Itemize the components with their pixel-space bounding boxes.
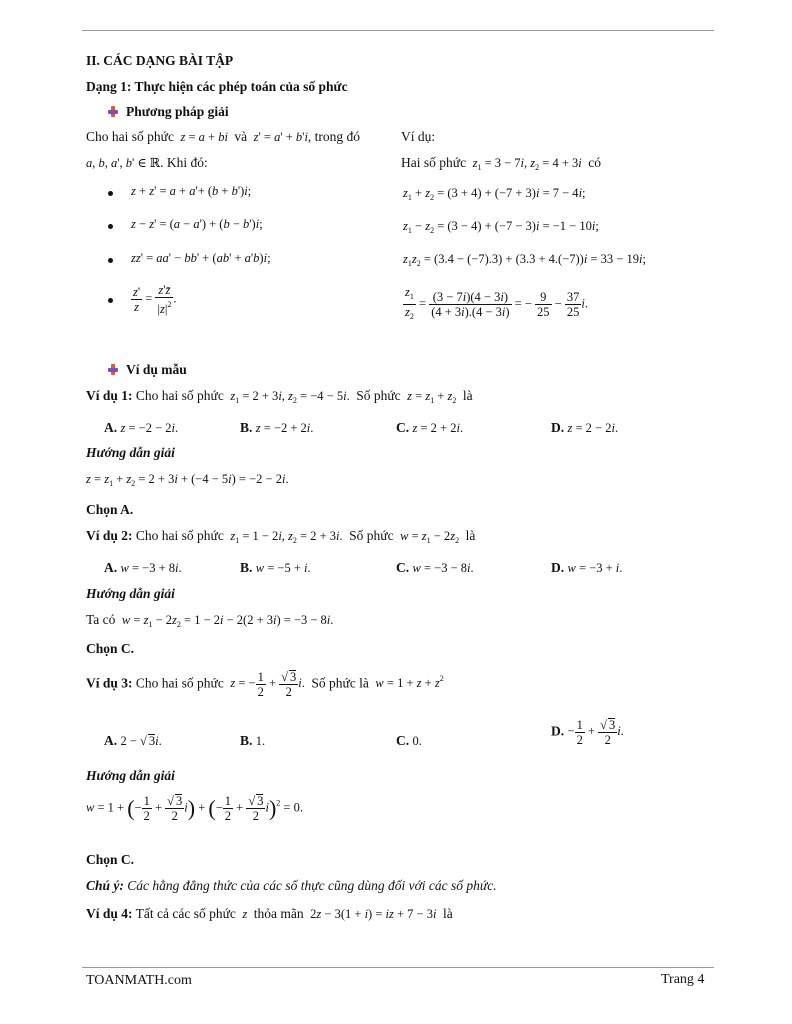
example-product: $z_1z_2 = (3.4 - (-7).3) + (3.3 + 4.(-7))i = 33 - 19i$; [403,252,646,268]
example-2-question: Ví dụ 2: Cho hai số phức $z_1 = 1 - 2i$, $z_2 = 2 + 3i$. Số phức $w = z_1 - 2z_2$ là [86,528,476,545]
option-letter: A. [104,560,118,575]
example-2-text2: Số phức [349,528,394,543]
option-letter: C. [396,420,410,435]
note-text: Các hằng đẳng thức của các số thực cũng dùng đối với các số phức. [127,878,497,893]
example-3-question: Ví dụ 3: Cho hai số phức z = − $\frac{1}{2}$ + $\frac{√ 3}{2}$ i. Số phức là $w = 1 + z + z^2$ [86,670,444,699]
bullet [108,191,113,196]
intro-line-1: Cho hai số phức z = a + bi và z' = a' + b'i, trong đó [86,129,361,144]
header-rule [82,30,714,31]
example-2-taco: Ta có [86,612,116,627]
example-1-option-a[interactable]: A. z = −2 − 2i. [104,420,179,435]
example-label: Ví dụ: [401,129,436,144]
option-letter: A. [104,733,118,748]
example-2-solution: Ta có $w = z_1 - 2z_2 = 1 - 2i - 2(2 + 3i) = -3 - 8i$. [86,612,334,629]
method-heading [108,104,229,120]
example-end: có [588,155,601,170]
footer-site[interactable]: TOANMATH.com [86,973,192,988]
example-1-answer: Chọn A. [86,502,134,517]
example-4-text2: thỏa mãn [253,906,304,921]
type-title: Dạng 1: Thực hiện các phép toán của số phức [86,79,348,94]
example-3-solution: w = 1 + (− $\frac{1}{2}$ + $\frac{√ 3}{2}$ i) + (− $\frac{1}{2}$ + $\frac{√ 3}{2}$ i)$^2$ = 0. [86,794,303,823]
option-letter: C. [396,560,410,575]
option-letter: B. [240,420,253,435]
example-3-option-c[interactable]: C. 0. [396,733,422,748]
example-1-option-b[interactable]: B. z = −2 + 2i. [240,420,314,435]
example-1-question: Ví dụ 1: Cho hai số phức $z_1 = 2 + 3i$, $z_2 = -4 - 5i$. Số phức $z = z_1 + z_2$ là [86,388,473,405]
example-2-label: Ví dụ 2: [86,528,133,543]
bullet [108,298,113,303]
note [86,878,497,894]
option-letter: B. [240,560,253,575]
option-letter: D. [551,560,565,575]
example-2-option-c[interactable]: C. w = −3 − 8i. [396,560,474,575]
pointer-icon [108,106,118,117]
example-2-option-d[interactable]: D. w = −3 + i. [551,560,623,575]
example-2-answer: Chọn C. [86,641,135,656]
option-letter: B. [240,733,253,748]
example-4-text: Tất cả các số phức [135,906,236,921]
example-3-option-b[interactable]: B. 1. [240,733,266,748]
example-1-label: Ví dụ 1: [86,388,133,403]
section-title: II. CÁC DẠNG BÀI TẬP [86,53,234,68]
example-1-text3: là [462,388,473,403]
example-line: Hai số phức $z_1 = 3 - 7i$, $z_2 = 4 + 3i$ có [401,155,601,172]
example-4-text3: là [442,906,453,921]
formula-quotient: $\frac{z'}{z}$ = $\frac{z'z̄}{|z|^2}$ . [133,283,177,316]
example-4-question: Ví dụ 4: Tất cả các số phức z thỏa mãn 2z − 3(1 + i) = iz + 7 − 3i là [86,906,453,921]
formula-product: zz' = aa' − bb' + (ab' + a'b)i; [131,251,271,265]
example-2-text3: là [465,528,476,543]
bullet [108,224,113,229]
example-1-text2: Số phức [356,388,401,403]
note-label: Chú ý: [86,878,124,893]
example-2-option-a[interactable]: A. w = −3 + 8i. [104,560,182,575]
samples-heading [108,362,187,378]
example-diff: $z_1 - z_2 = (3 - 4) + (-7 - 3)i = -1 - 10i$; [403,219,599,235]
intro-text: Cho hai số phức [86,129,174,144]
example-sum: $z_1 + z_2 = (3 + 4) + (-7 + 3)i = 7 - 4i$; [403,186,586,202]
example-text: Hai số phức [401,155,467,170]
example-2-text: Cho hai số phức [135,528,224,543]
example-3-option-a[interactable]: A. 2 − √ 3i. [104,733,162,748]
intro-and: và [234,129,248,144]
samples-heading-text: Ví dụ mẫu [126,362,187,377]
bullet [108,258,113,263]
example-3-label: Ví dụ 3: [86,675,133,691]
footer-rule [82,967,714,968]
intro-where: , trong đó [307,129,361,144]
formula-sum: z + z' = a + a'+ (b + b')i; [131,184,252,198]
example-2-option-b[interactable]: B. w = −5 + i. [240,560,311,575]
pointer-icon [108,364,118,375]
option-letter: A. [104,420,118,435]
example-1-option-c[interactable]: C. z = 2 + 2i. [396,420,464,435]
option-letter: D. [551,723,565,739]
intro-then: . Khi đó: [160,155,208,170]
example-1-solution: $z = z_1 + z_2 = 2 + 3i + (-4 - 5i) = -2 - 2i$. [86,472,289,488]
example-4-label: Ví dụ 4: [86,906,133,921]
example-quotient: $\frac{z_1}{z_2}$ = $\frac{(3 - 7i)(4 - 3i)}{(4 + 3i).(4 - 3i)}$ = − $\frac{9}{25}$ − $\frac{37}{25}$ i. [405,285,588,321]
example-1-text: Cho hai số phức [135,388,224,403]
example-3-text2: Số phức là [311,675,369,691]
example-3-option-d[interactable]: D. − $\frac{1}{2}$ + $\frac{√ 3}{2}$ i. [551,718,624,747]
method-heading-text: Phương pháp giải [126,104,229,119]
example-3-text: Cho hai số phức [135,675,224,691]
example-3-guide-label: Hướng dẫn giải [86,768,175,783]
option-letter: C. [396,733,410,748]
example-1-guide-label: Hướng dẫn giải [86,445,175,460]
example-1-option-d[interactable]: D. z = 2 − 2i. [551,420,619,435]
footer-page-number: Trang 4 [661,972,705,987]
example-3-answer: Chọn C. [86,852,135,867]
example-2-guide-label: Hướng dẫn giải [86,586,175,601]
formula-diff: z − z' = (a − a') + (b − b')i; [131,217,263,231]
intro-line-2: a, b, a', b' ∈ ℝ. Khi đó: [86,155,208,170]
option-letter: D. [551,420,565,435]
